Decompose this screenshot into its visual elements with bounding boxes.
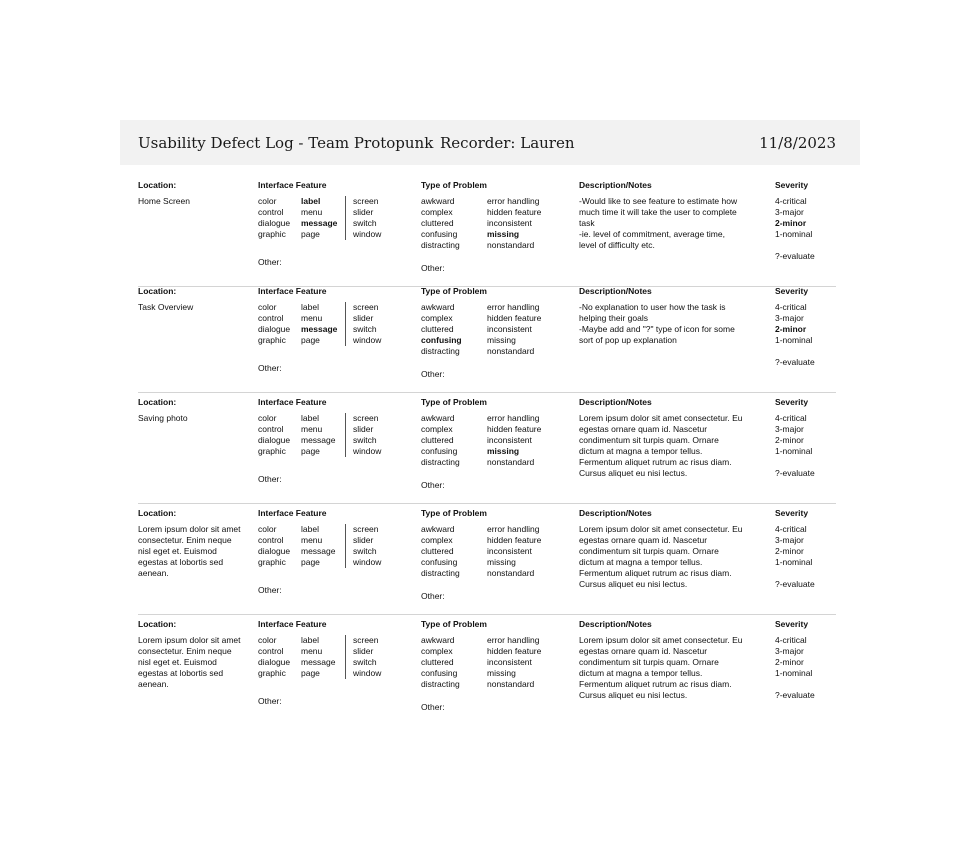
interface-other-label: Other: <box>258 363 282 373</box>
problem-type-column <box>421 286 571 379</box>
severity-label: Severity <box>775 180 809 190</box>
problem-option: complex <box>421 535 453 546</box>
interface-option: label <box>301 413 319 423</box>
interface-option: window <box>353 229 382 240</box>
interface-feature-column <box>258 180 408 267</box>
recorder-label: Recorder: Lauren <box>440 134 575 152</box>
interface-option: switch <box>353 324 377 335</box>
problem-option-list <box>487 524 541 579</box>
problem-option: nonstandard <box>487 679 535 690</box>
severity-label: Severity <box>775 286 809 296</box>
problem-option: awkward <box>421 196 455 206</box>
severity-option: 2-minor <box>775 218 807 229</box>
problem-option: awkward <box>421 302 455 312</box>
interface-other-label: Other: <box>258 585 282 595</box>
interface-option: label <box>301 196 321 206</box>
severity-option: 4-critical <box>775 635 807 645</box>
problem-option: nonstandard <box>487 457 535 468</box>
severity-evaluate: ?-evaluate <box>775 251 815 261</box>
interface-option-list <box>345 302 381 346</box>
problem-type-column <box>421 180 571 273</box>
problem-option: hidden feature <box>487 535 542 546</box>
description-text: -No explanation to user how the task is helping their goals -Maybe add and "?" type of icon for some sort of pop up explanation <box>579 302 735 346</box>
interface-option-list <box>345 524 381 568</box>
problem-option-list <box>421 413 460 468</box>
location-column <box>138 286 243 313</box>
interface-option-list <box>301 196 337 240</box>
interface-option: dialogue <box>258 435 291 446</box>
interface-option: slider <box>353 535 374 546</box>
problem-option: inconsistent <box>487 435 532 446</box>
problem-option: confusing <box>421 446 458 457</box>
location-value: Task Overview <box>138 302 194 312</box>
interface-option-list <box>258 524 290 568</box>
interface-option: slider <box>353 313 374 324</box>
description-column <box>579 286 744 346</box>
interface-feature-label: Interface Feature <box>258 619 327 629</box>
problem-option: distracting <box>421 568 460 579</box>
problem-other-label: Other: <box>421 702 445 712</box>
problem-option-list <box>487 196 541 251</box>
interface-option: page <box>301 229 320 240</box>
description-column <box>579 397 744 480</box>
problem-option: awkward <box>421 524 455 534</box>
severity-option-list <box>775 413 812 457</box>
interface-option: color <box>258 413 277 423</box>
interface-option: color <box>258 524 277 534</box>
problem-option: error handling <box>487 302 540 312</box>
description-column <box>579 508 744 591</box>
problem-other-label: Other: <box>421 480 445 490</box>
severity-option: 4-critical <box>775 196 807 206</box>
interface-feature-column <box>258 619 408 706</box>
severity-option-list <box>775 635 812 679</box>
severity-option: 1-nominal <box>775 668 813 679</box>
location-column <box>138 508 243 579</box>
severity-option: 1-nominal <box>775 557 813 568</box>
interface-option: screen <box>353 635 379 645</box>
problem-option: distracting <box>421 240 460 251</box>
interface-option-list <box>345 196 381 240</box>
severity-option: 4-critical <box>775 413 807 423</box>
severity-column <box>775 286 835 367</box>
interface-option: screen <box>353 196 379 206</box>
problem-option-list <box>421 196 460 251</box>
problem-option: cluttered <box>421 657 454 668</box>
problem-option: missing <box>487 668 516 679</box>
description-text: Lorem ipsum dolor sit amet consectetur. Eu egestas ornare quam id. Nascetur condimentum sit turpis quam. Ornare dictum at magna a tempor tellus. Fermentum aliquet rutrum ac risus diam. Cursus aliquet eu nisi lectus. <box>579 413 743 479</box>
severity-evaluate: ?-evaluate <box>775 579 815 589</box>
interface-option: control <box>258 313 284 324</box>
problem-option: complex <box>421 313 453 324</box>
interface-option: window <box>353 668 382 679</box>
interface-feature-column <box>258 286 408 373</box>
interface-option: color <box>258 196 277 206</box>
severity-option: 1-nominal <box>775 229 813 240</box>
severity-evaluate: ?-evaluate <box>775 468 815 478</box>
log-title: Usability Defect Log - Team Protopunk <box>138 134 434 152</box>
location-label: Location: <box>138 508 177 518</box>
problem-option: inconsistent <box>487 324 532 335</box>
interface-option: control <box>258 535 284 546</box>
severity-option-list <box>775 196 812 240</box>
interface-option: message <box>301 218 338 229</box>
location-label: Location: <box>138 286 177 296</box>
problem-type-label: Type of Problem <box>421 397 487 407</box>
problem-option: inconsistent <box>487 546 532 557</box>
problem-option: error handling <box>487 196 540 206</box>
location-value: Home Screen <box>138 196 190 206</box>
problem-option: cluttered <box>421 324 454 335</box>
description-label: Description/Notes <box>579 619 652 629</box>
interface-option: menu <box>301 646 323 657</box>
problem-other-label: Other: <box>421 369 445 379</box>
interface-option-list <box>258 196 290 240</box>
interface-option: slider <box>353 424 374 435</box>
problem-option: cluttered <box>421 546 454 557</box>
interface-option: dialogue <box>258 324 291 335</box>
problem-option: confusing <box>421 229 458 240</box>
interface-option: message <box>301 435 336 446</box>
severity-column <box>775 397 835 478</box>
severity-column <box>775 619 835 700</box>
interface-option: slider <box>353 207 374 218</box>
interface-option: dialogue <box>258 657 291 668</box>
interface-option: page <box>301 668 320 679</box>
interface-option-list <box>345 413 381 457</box>
interface-option: label <box>301 635 319 645</box>
location-column <box>138 619 243 690</box>
defect-log-row <box>138 180 836 287</box>
severity-option: 4-critical <box>775 524 807 534</box>
location-label: Location: <box>138 397 177 407</box>
interface-option: control <box>258 646 284 657</box>
problem-option-list <box>487 413 541 468</box>
interface-feature-label: Interface Feature <box>258 286 327 296</box>
severity-option: 1-nominal <box>775 335 813 346</box>
problem-option-list <box>421 635 460 690</box>
problem-option: distracting <box>421 346 460 357</box>
problem-option: cluttered <box>421 435 454 446</box>
interface-option: switch <box>353 657 377 668</box>
interface-option: window <box>353 446 382 457</box>
problem-option: hidden feature <box>487 207 542 218</box>
interface-option: message <box>301 324 338 335</box>
interface-feature-column <box>258 397 408 484</box>
interface-option: graphic <box>258 229 286 240</box>
interface-option: switch <box>353 435 377 446</box>
interface-option: screen <box>353 302 379 312</box>
problem-option-list <box>487 635 541 690</box>
interface-option: graphic <box>258 335 286 346</box>
description-text: Lorem ipsum dolor sit amet consectetur. Eu egestas ornare quam id. Nascetur condimentum sit turpis quam. Ornare dictum at magna a tempor tellus. Fermentum aliquet rutrum ac risus diam. Cursus aliquet eu nisi lectus. <box>579 635 743 701</box>
interface-option: page <box>301 335 320 346</box>
interface-option: graphic <box>258 557 286 568</box>
interface-option: dialogue <box>258 218 291 229</box>
description-label: Description/Notes <box>579 180 652 190</box>
problem-option: complex <box>421 207 453 218</box>
interface-option: menu <box>301 207 323 218</box>
interface-feature-label: Interface Feature <box>258 397 327 407</box>
problem-option: hidden feature <box>487 313 542 324</box>
severity-option: 2-minor <box>775 324 807 335</box>
location-column <box>138 397 243 424</box>
interface-option-list <box>301 635 336 679</box>
severity-option: 2-minor <box>775 435 804 446</box>
problem-option: complex <box>421 424 453 435</box>
problem-type-label: Type of Problem <box>421 619 487 629</box>
problem-option: inconsistent <box>487 218 532 229</box>
interface-other-label: Other: <box>258 696 282 706</box>
interface-option-list <box>301 524 336 568</box>
problem-option: error handling <box>487 413 540 423</box>
problem-type-label: Type of Problem <box>421 286 487 296</box>
interface-option-list <box>301 302 337 346</box>
severity-option: 3-major <box>775 313 804 324</box>
log-date: 11/8/2023 <box>759 134 836 152</box>
severity-option: 3-major <box>775 207 804 218</box>
location-value: Saving photo <box>138 413 188 423</box>
interface-other-label: Other: <box>258 257 282 267</box>
problem-option: missing <box>487 229 520 240</box>
interface-option: label <box>301 524 319 534</box>
problem-option: confusing <box>421 668 458 679</box>
description-label: Description/Notes <box>579 397 652 407</box>
interface-option: color <box>258 635 277 645</box>
interface-option: dialogue <box>258 546 291 557</box>
defect-log-row <box>138 508 836 615</box>
interface-option: switch <box>353 546 377 557</box>
interface-option-list <box>301 413 336 457</box>
location-value: Lorem ipsum dolor sit amet consectetur. Enim neque nisl eget et. Euismod egestas at lobortis sed aenean. <box>138 524 241 579</box>
location-label: Location: <box>138 619 177 629</box>
problem-option: missing <box>487 557 516 568</box>
problem-type-column <box>421 397 571 490</box>
interface-option: control <box>258 207 284 218</box>
problem-option: inconsistent <box>487 657 532 668</box>
problem-option-list <box>421 524 460 579</box>
location-column <box>138 180 243 207</box>
interface-option: graphic <box>258 446 286 457</box>
problem-option: confusing <box>421 557 458 568</box>
location-label: Location: <box>138 180 177 190</box>
problem-option: nonstandard <box>487 568 535 579</box>
interface-option: switch <box>353 218 377 229</box>
description-column <box>579 180 744 251</box>
interface-option: menu <box>301 313 323 324</box>
problem-type-label: Type of Problem <box>421 508 487 518</box>
severity-option: 3-major <box>775 535 804 546</box>
problem-other-label: Other: <box>421 263 445 273</box>
interface-option: menu <box>301 535 323 546</box>
severity-label: Severity <box>775 619 809 629</box>
problem-type-column <box>421 508 571 601</box>
problem-option: confusing <box>421 335 462 346</box>
problem-option: hidden feature <box>487 646 542 657</box>
severity-label: Severity <box>775 508 809 518</box>
problem-option: missing <box>487 446 520 457</box>
severity-option-list <box>775 524 812 568</box>
interface-option-list <box>345 635 381 679</box>
problem-option: nonstandard <box>487 240 535 251</box>
problem-option: hidden feature <box>487 424 542 435</box>
problem-option: error handling <box>487 524 540 534</box>
interface-other-label: Other: <box>258 474 282 484</box>
interface-option: menu <box>301 424 323 435</box>
interface-option: screen <box>353 413 379 423</box>
interface-option: window <box>353 557 382 568</box>
interface-feature-label: Interface Feature <box>258 508 327 518</box>
severity-option-list <box>775 302 812 346</box>
severity-option: 1-nominal <box>775 446 813 457</box>
problem-option: distracting <box>421 457 460 468</box>
problem-type-column <box>421 619 571 712</box>
defect-log-row <box>138 286 836 393</box>
severity-option: 3-major <box>775 646 804 657</box>
problem-option: error handling <box>487 635 540 645</box>
interface-option: label <box>301 302 319 312</box>
problem-type-label: Type of Problem <box>421 180 487 190</box>
defect-log-row <box>138 619 836 725</box>
interface-feature-label: Interface Feature <box>258 180 327 190</box>
interface-feature-column <box>258 508 408 595</box>
problem-option: awkward <box>421 635 455 645</box>
location-value: Lorem ipsum dolor sit amet consectetur. Enim neque nisl eget et. Euismod egestas at lobortis sed aenean. <box>138 635 241 690</box>
defect-log-row <box>138 397 836 504</box>
problem-option: nonstandard <box>487 346 535 357</box>
interface-option: window <box>353 335 382 346</box>
interface-option-list <box>258 635 290 679</box>
interface-option: slider <box>353 646 374 657</box>
severity-option: 4-critical <box>775 302 807 312</box>
severity-option: 2-minor <box>775 657 804 668</box>
interface-option: page <box>301 557 320 568</box>
severity-option: 3-major <box>775 424 804 435</box>
severity-option: 2-minor <box>775 546 804 557</box>
problem-option-list <box>421 302 462 357</box>
problem-option: cluttered <box>421 218 454 229</box>
interface-option: color <box>258 302 277 312</box>
interface-option-list <box>258 302 290 346</box>
description-label: Description/Notes <box>579 508 652 518</box>
severity-column <box>775 180 835 261</box>
problem-option: complex <box>421 646 453 657</box>
severity-label: Severity <box>775 397 809 407</box>
problem-option-list <box>487 302 541 357</box>
interface-option: message <box>301 657 336 668</box>
interface-option: message <box>301 546 336 557</box>
description-label: Description/Notes <box>579 286 652 296</box>
problem-option: awkward <box>421 413 455 423</box>
log-header <box>120 120 860 165</box>
severity-evaluate: ?-evaluate <box>775 357 815 367</box>
description-column <box>579 619 744 702</box>
severity-evaluate: ?-evaluate <box>775 690 815 700</box>
severity-column <box>775 508 835 589</box>
problem-option: distracting <box>421 679 460 690</box>
interface-option: graphic <box>258 668 286 679</box>
description-text: -Would like to see feature to estimate how much time it will take the user to complete task -ie. level of commitment, average time, level of difficulty etc. <box>579 196 738 251</box>
interface-option: control <box>258 424 284 435</box>
interface-option: page <box>301 446 320 457</box>
interface-option-list <box>258 413 290 457</box>
description-text: Lorem ipsum dolor sit amet consectetur. Eu egestas ornare quam id. Nascetur condimentum sit turpis quam. Ornare dictum at magna a tempor tellus. Fermentum aliquet rutrum ac risus diam. Cursus aliquet eu nisi lectus. <box>579 524 743 590</box>
interface-option: screen <box>353 524 379 534</box>
problem-other-label: Other: <box>421 591 445 601</box>
problem-option: missing <box>487 335 516 346</box>
